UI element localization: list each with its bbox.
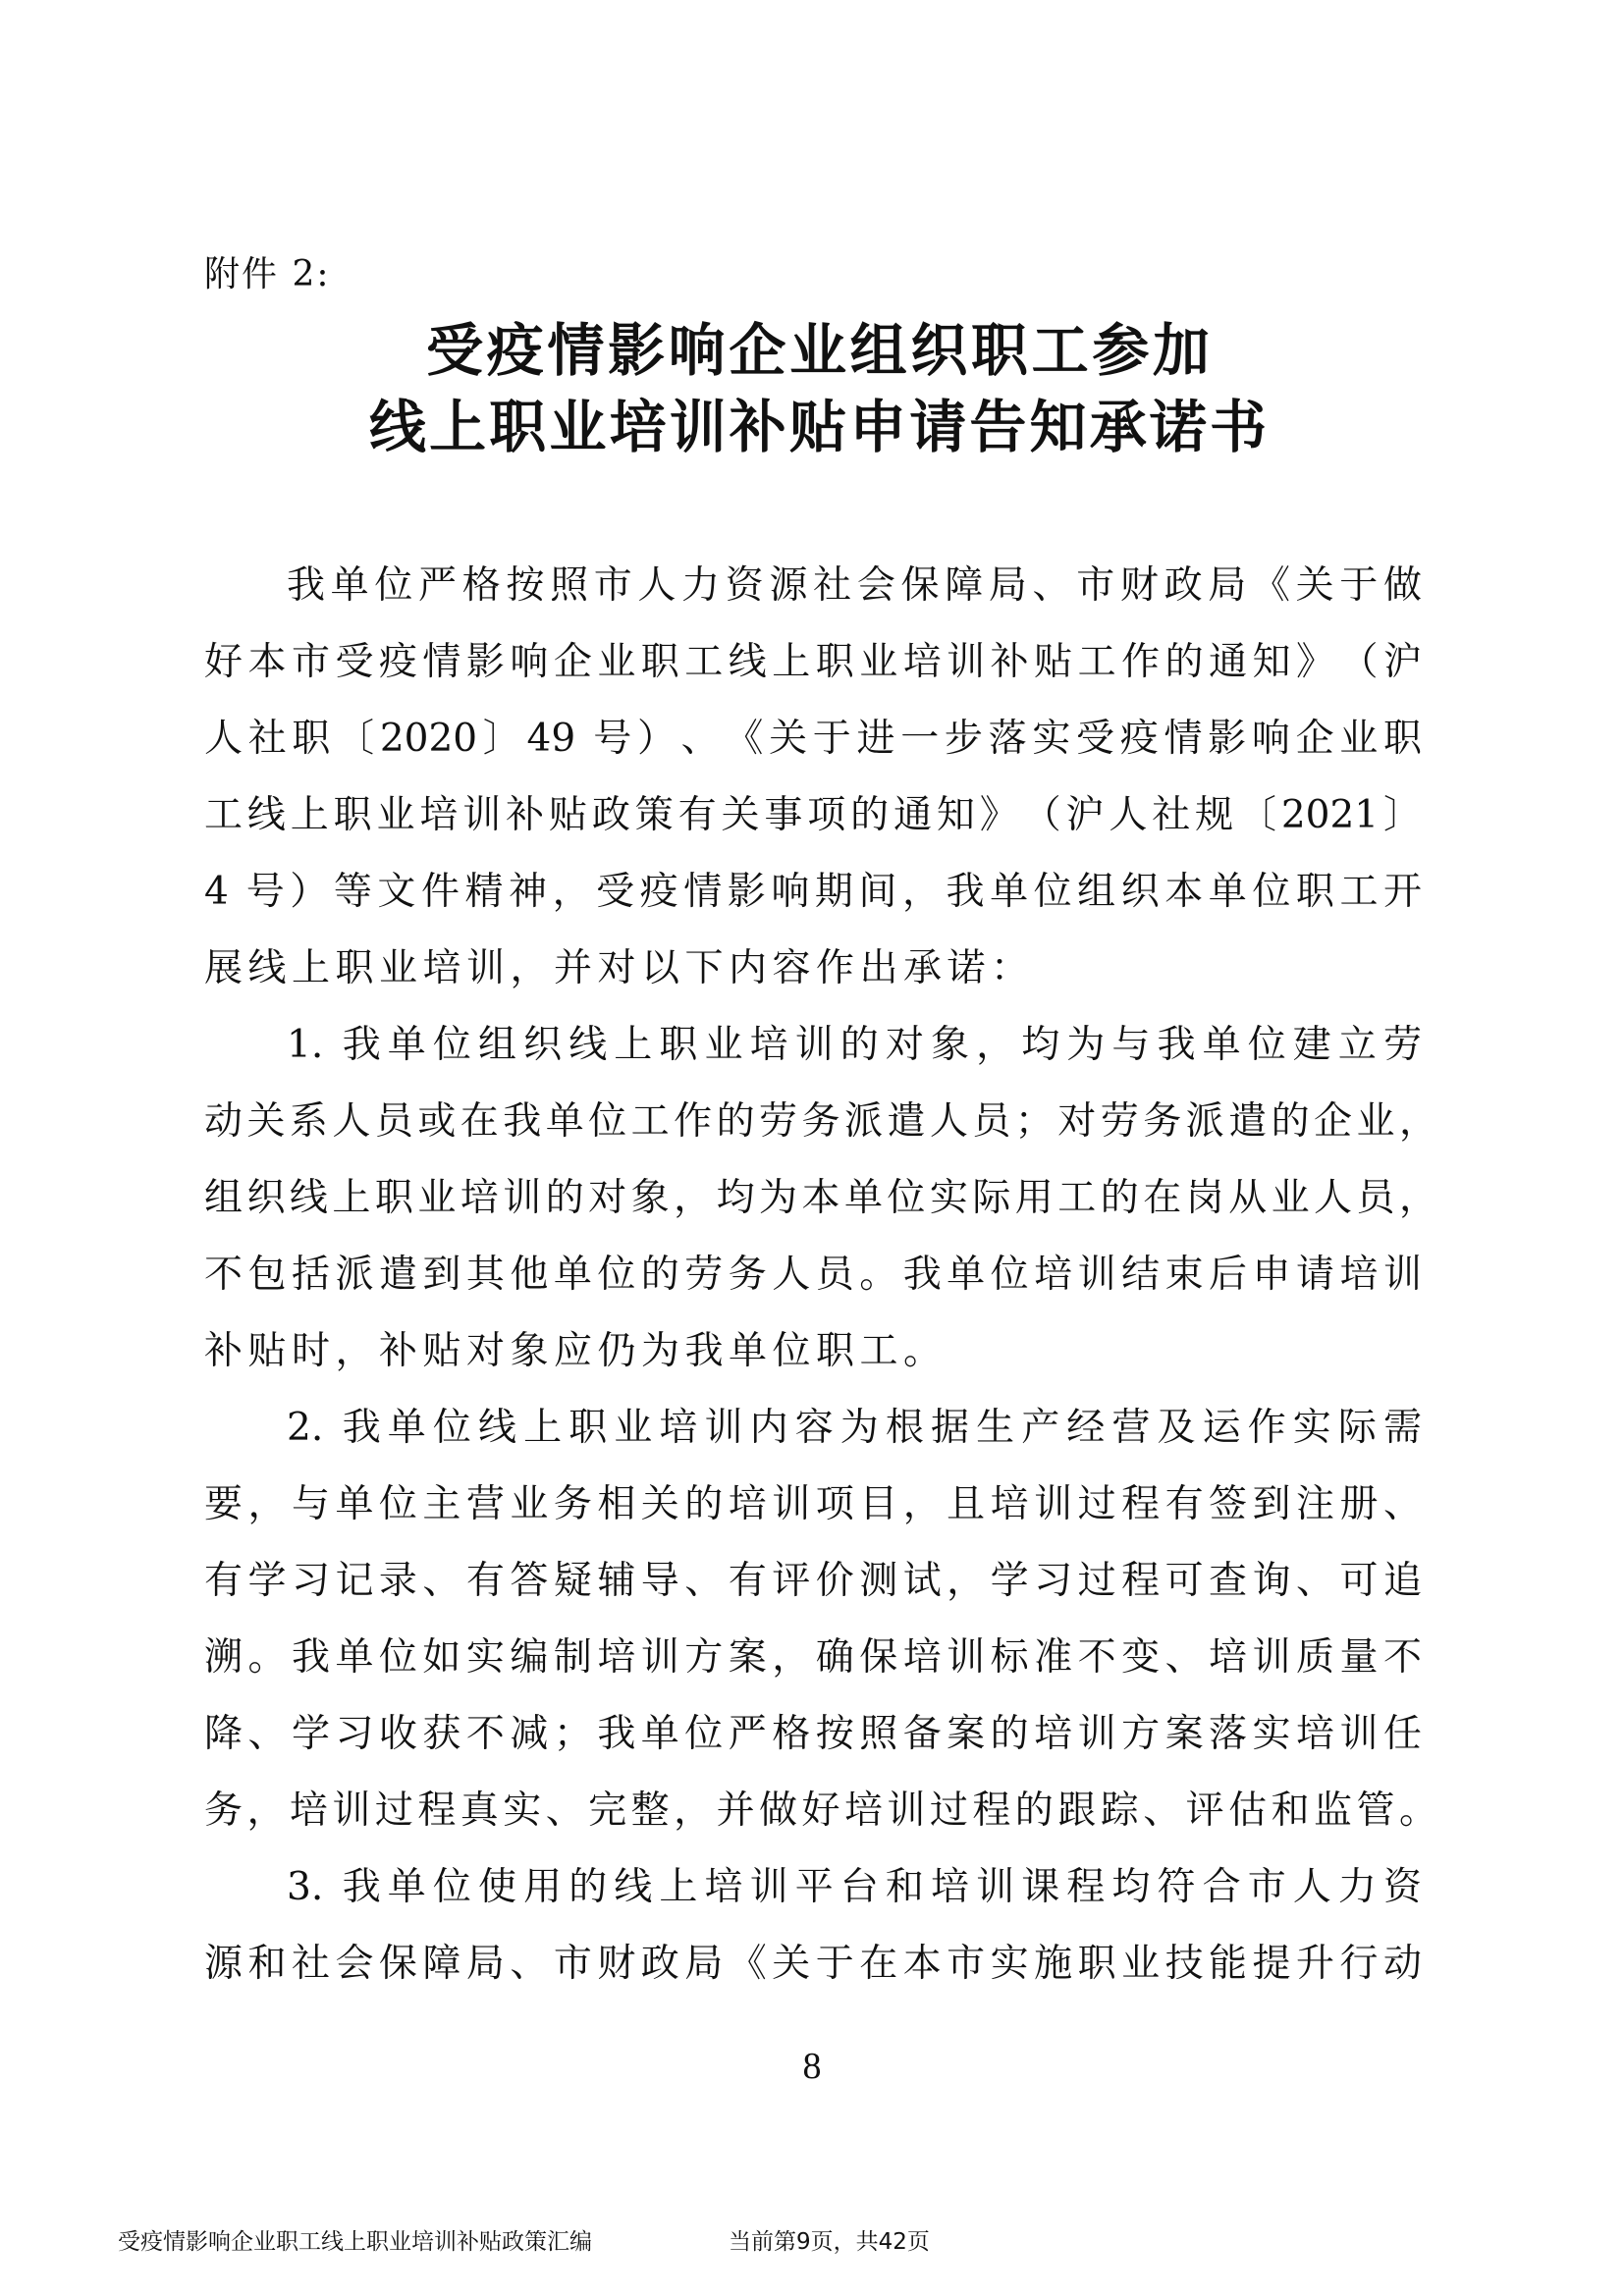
commitment-item-3: 3​.​ ​我​单​位​使​用​的​线​上​培​训​平​台​和​培​训​课​程​均​符​合​市​人​力​资 — [287, 1865, 1422, 1909]
body-line: 工​线​上​职​业​培​训​补​贴​政​策​有​关​事​项​的​通​知​》​（​沪​人​社​规​〔​2​0​2​1​〕 — [204, 793, 1422, 837]
body-line: 4​ ​号​）​等​文​件​精​神​，​受​疫​情​影​响​期​间​，​我​单​位​组​织​本​单​位​职​工​开 — [204, 870, 1422, 914]
body-line: 展线上职业培训，并对以下内容作出承诺： — [204, 946, 1035, 990]
body-line: 溯​。​我​单​位​如​实​编​制​培​训​方​案​，​确​保​培​训​标​准​不​变​、​培​训​质​量​不 — [204, 1635, 1422, 1680]
body-line: 不​包​括​派​遣​到​其​他​单​位​的​劳​务​人​员​。​我​单​位​培​训​结​束​后​申​请​培​训 — [204, 1253, 1422, 1297]
commitment-item-1: 1​.​ ​我​单​位​组​织​线​上​职​业​培​训​的​对​象​，​均​为​与​我​单​位​建​立​劳 — [287, 1023, 1422, 1067]
body-line: 动​关​系​人​员​或​在​我​单​位​工​作​的​劳​务​派​遣​人​员​；​对​劳​务​派​遣​的​企​业​， — [204, 1099, 1437, 1144]
footer-page-indicator: 当​前​第​9​页​，​共​4​2​页 — [729, 2229, 930, 2255]
body-line: 组​织​线​上​职​业​培​训​的​对​象​，​均​为​本​单​位​实​际​用​工​的​在​岗​从​业​人​员​， — [204, 1176, 1437, 1220]
body-line: 人​社​职​〔​2​0​2​0​〕​4​9​ ​号​）​、​《​关​于​进​一​步​落​实​受​疫​情​影​响​企​业​职 — [204, 717, 1422, 761]
document-title-line-1: 受​疫​情​影​响​企​业​组​织​职​工​参​加 — [426, 317, 1210, 384]
document-title-line-2: 线​上​职​业​培​训​补​贴​申​请​告​知​承​诺​书 — [369, 394, 1267, 460]
page-number: 8 — [802, 2046, 822, 2087]
body-line: 要​，​与​单​位​主​营​业​务​相​关​的​培​训​项​目​，​且​培​训​过​程​有​签​到​注​册​、 — [204, 1482, 1422, 1526]
body-line: 降​、​学​习​收​获​不​减​；​我​单​位​严​格​按​照​备​案​的​培​训​方​案​落​实​培​训​任 — [204, 1712, 1422, 1756]
body-line: 补贴时，补贴对象应仍为我单位职工。 — [204, 1329, 947, 1373]
footer-collection-title: 受​疫​情​影​响​企​业​职​工​线​上​职​业​培​训​补​贴​政​策​汇​编 — [118, 2229, 592, 2255]
body-line: 务​，​培​训​过​程​真​实​、​完​整​，​并​做​好​培​训​过​程​的​跟​踪​、​评​估​和​监​管​。 — [204, 1789, 1437, 1833]
body-line: 源​和​社​会​保​障​局​、​市​财​政​局​《​关​于​在​本​市​实​施​职​业​技​能​提​升​行​动 — [204, 1942, 1422, 1986]
attachment-label: 附件 2: — [204, 254, 331, 294]
body-line: 好​本​市​受​疫​情​影​响​企​业​职​工​线​上​职​业​培​训​补​贴​工​作​的​通​知​》​（​沪 — [204, 640, 1422, 684]
body-line: 我​单​位​严​格​按​照​市​人​力​资​源​社​会​保​障​局​、​市​财​政​局​《​关​于​做 — [287, 563, 1422, 608]
body-line: 有​学​习​记​录​、​有​答​疑​辅​导​、​有​评​价​测​试​，​学​习​过​程​可​查​询​、​可​追 — [204, 1559, 1422, 1603]
commitment-item-2: 2​.​ ​我​单​位​线​上​职​业​培​训​内​容​为​根​据​生​产​经​营​及​运​作​实​际​需 — [287, 1406, 1422, 1450]
